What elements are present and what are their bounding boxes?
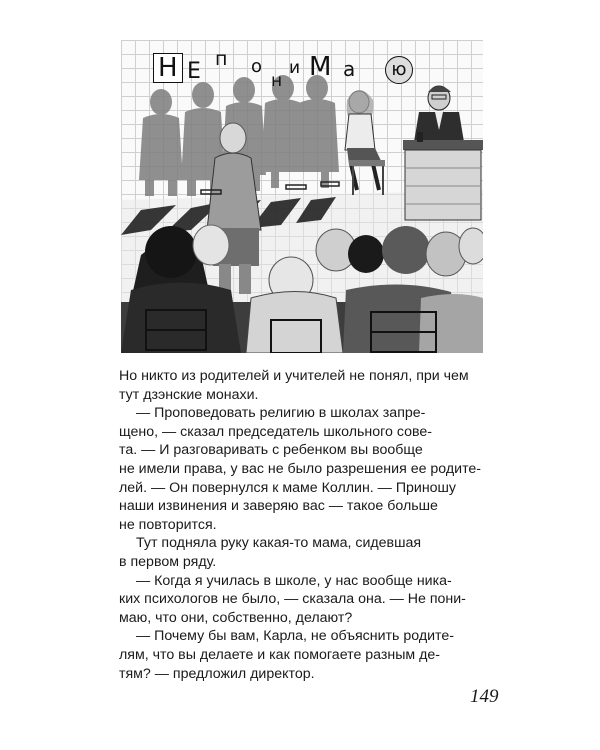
title-letter: М: [309, 52, 332, 82]
title-letter: п: [215, 48, 228, 70]
title-letter: а: [343, 57, 356, 81]
text-line: лям, что вы делаете и как помогаете разным де-: [119, 646, 441, 663]
text-line: — Почему бы вам, Карла, не объяснить родите-: [136, 628, 454, 645]
paragraph: [119, 534, 485, 571]
text-line: в первом ряду.: [119, 553, 217, 570]
title-letter: и: [289, 58, 301, 78]
text-line: та. — И разговаривать с ребенком вы вообще: [119, 442, 423, 459]
teacher-desk: [403, 132, 483, 220]
text-line: тям? — предложил директор.: [119, 665, 315, 682]
title-letter: о: [251, 56, 263, 77]
paragraph: [119, 572, 485, 628]
title-letter: Н: [153, 53, 183, 83]
text-line: маю, что они, собственно, делают?: [119, 609, 353, 626]
text-line: ких психологов не было, — сказала она. — Не пони-: [119, 591, 466, 608]
text-line: тут дзэнские монахи.: [119, 386, 259, 403]
page-number: 149: [470, 686, 499, 707]
text-line: не имели права, у вас не было разрешения ее родите-: [119, 460, 482, 477]
text-line: не повторится.: [119, 516, 217, 533]
title-letter: н: [271, 71, 283, 91]
paragraph: [119, 404, 485, 534]
text-line: Но никто из родителей и учителей не понял, при чем: [119, 368, 469, 384]
body-text: [119, 367, 485, 683]
text-line: лей. — Он повернулся к маме Коллин. — Приношу: [119, 479, 457, 496]
text-line: — Проповедовать религию в школах запре-: [136, 405, 426, 422]
text-line: — Когда я училась в школе, у нас вообще ника-: [136, 572, 452, 589]
title-letter-circled: ю: [385, 56, 413, 84]
text-line: Тут подняла руку какая-то мама, сидевшая: [136, 535, 422, 552]
paragraph: [119, 627, 485, 683]
illustration-title: [121, 40, 483, 110]
text-line: щено, — сказал председатель школьного сове-: [119, 423, 432, 440]
title-letter: Е: [187, 59, 201, 84]
paragraph: [119, 367, 485, 404]
classroom-meeting-illustration: [121, 40, 483, 353]
text-line: наши извинения и заверяю вас — такое больше: [119, 498, 438, 515]
